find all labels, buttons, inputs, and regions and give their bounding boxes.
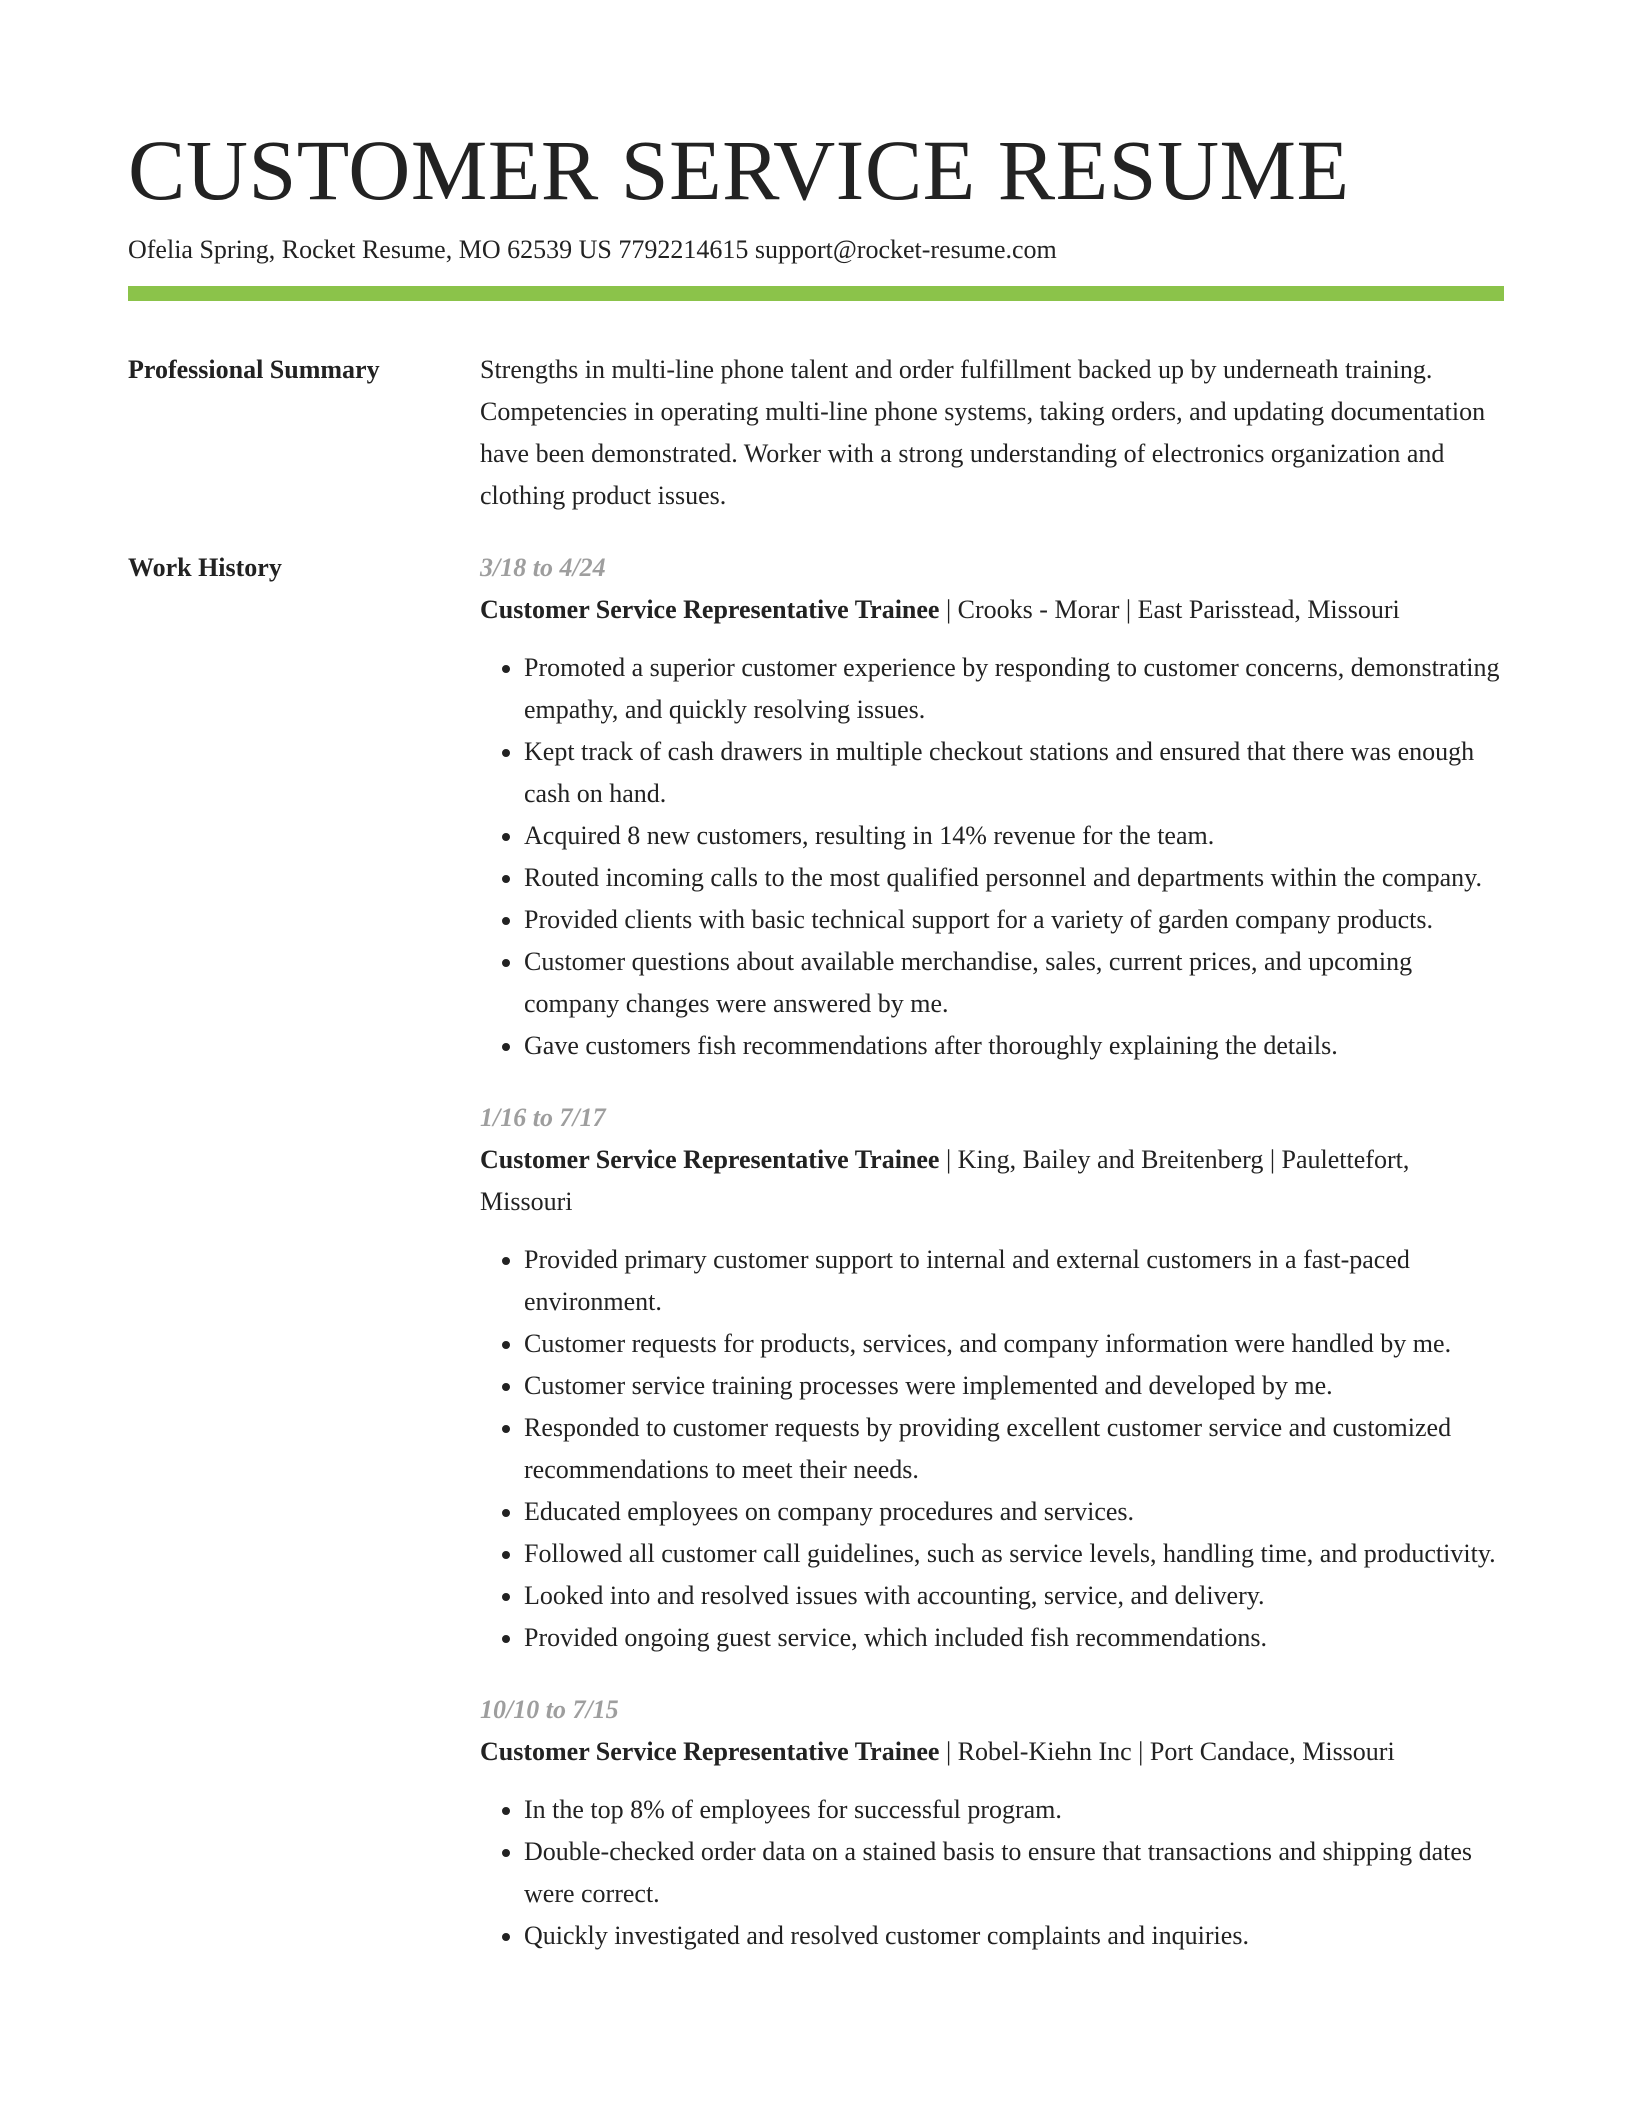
job-heading xyxy=(480,1139,1504,1223)
job-title: Customer Service Representative Trainee xyxy=(480,595,940,624)
job-dates: 1/16 to 7/17 xyxy=(480,1103,606,1132)
resume-page xyxy=(128,0,1504,1987)
job-details: | King, Bailey and Breitenberg | Paulettefort, Missouri xyxy=(480,1145,1410,1216)
job-heading xyxy=(480,1731,1504,1773)
section-body xyxy=(480,547,1504,1987)
job-heading xyxy=(480,589,1504,631)
job-entry xyxy=(480,1097,1504,1659)
summary-text: Strengths in multi-line phone talent and order fulfillment backed up by underneath training. Competencies in operating multi-line phone systems, taking orders, and updating documentation have been demonstrated. Worker with a strong understanding of electronics organization and clothing product issues. xyxy=(480,355,1486,510)
job-bullet: • Kept track of cash drawers in multiple checkout stations and ensured that there was enough cash on hand. xyxy=(524,731,1504,815)
work-history-section xyxy=(128,547,1504,1987)
job-bullet: • Provided clients with basic technical support for a variety of garden company products. xyxy=(524,899,1504,941)
job-bullet: • Customer requests for products, services, and company information were handled by me. xyxy=(524,1323,1504,1365)
job-dates: 3/18 to 4/24 xyxy=(480,553,606,582)
job-bullet: • Educated employees on company procedures and services. xyxy=(524,1491,1504,1533)
job-details: | Crooks - Morar | East Parisstead, Missouri xyxy=(939,595,1400,624)
professional-summary-section xyxy=(128,349,1504,517)
contact-info: Ofelia Spring, Rocket Resume, MO 62539 US 7792214615 support@rocket-resume.com xyxy=(128,235,1057,264)
section-label: Professional Summary xyxy=(128,355,380,384)
job-bullet: • Double-checked order data on a stained basis to ensure that transactions and shipping dates were correct. xyxy=(524,1831,1504,1915)
job-dates: 10/10 to 7/15 xyxy=(480,1695,619,1724)
section-label: Work History xyxy=(128,553,282,582)
job-bullet: • Customer questions about available merchandise, sales, current prices, and upcoming company changes were answered by me. xyxy=(524,941,1504,1025)
header-divider xyxy=(128,286,1504,301)
job-bullet: • Acquired 8 new customers, resulting in 14% revenue for the team. xyxy=(524,815,1504,857)
job-title: Customer Service Representative Trainee xyxy=(480,1145,940,1174)
job-entry xyxy=(480,1689,1504,1957)
job-bullet: • Provided primary customer support to internal and external customers in a fast-paced environment. xyxy=(524,1239,1504,1323)
job-bullet: • Quickly investigated and resolved customer complaints and inquiries. xyxy=(524,1915,1504,1957)
job-bullets xyxy=(480,1239,1504,1659)
job-bullet: • Looked into and resolved issues with accounting, service, and delivery. xyxy=(524,1575,1504,1617)
resume-title: CUSTOMER SERVICE RESUME xyxy=(128,122,1350,218)
job-bullet: • Gave customers fish recommendations after thoroughly explaining the details. xyxy=(524,1025,1504,1067)
job-bullets xyxy=(480,647,1504,1067)
job-bullet: • In the top 8% of employees for successful program. xyxy=(524,1789,1504,1831)
section-body xyxy=(480,349,1504,517)
job-bullet: • Responded to customer requests by providing excellent customer service and customized recommendations to meet their needs. xyxy=(524,1407,1504,1491)
job-bullets xyxy=(480,1789,1504,1957)
job-title: Customer Service Representative Trainee xyxy=(480,1737,940,1766)
job-entry xyxy=(480,547,1504,1067)
job-bullet: • Provided ongoing guest service, which included fish recommendations. xyxy=(524,1617,1504,1659)
job-bullet: • Customer service training processes were implemented and developed by me. xyxy=(524,1365,1504,1407)
job-bullet: • Promoted a superior customer experience by responding to customer concerns, demonstrating empathy, and quickly resolving issues. xyxy=(524,647,1504,731)
job-details: | Robel-Kiehn Inc | Port Candace, Missouri xyxy=(939,1737,1395,1766)
job-bullet: • Followed all customer call guidelines, such as service levels, handling time, and productivity. xyxy=(524,1533,1504,1575)
job-bullet: • Routed incoming calls to the most qualified personnel and departments within the company. xyxy=(524,857,1504,899)
